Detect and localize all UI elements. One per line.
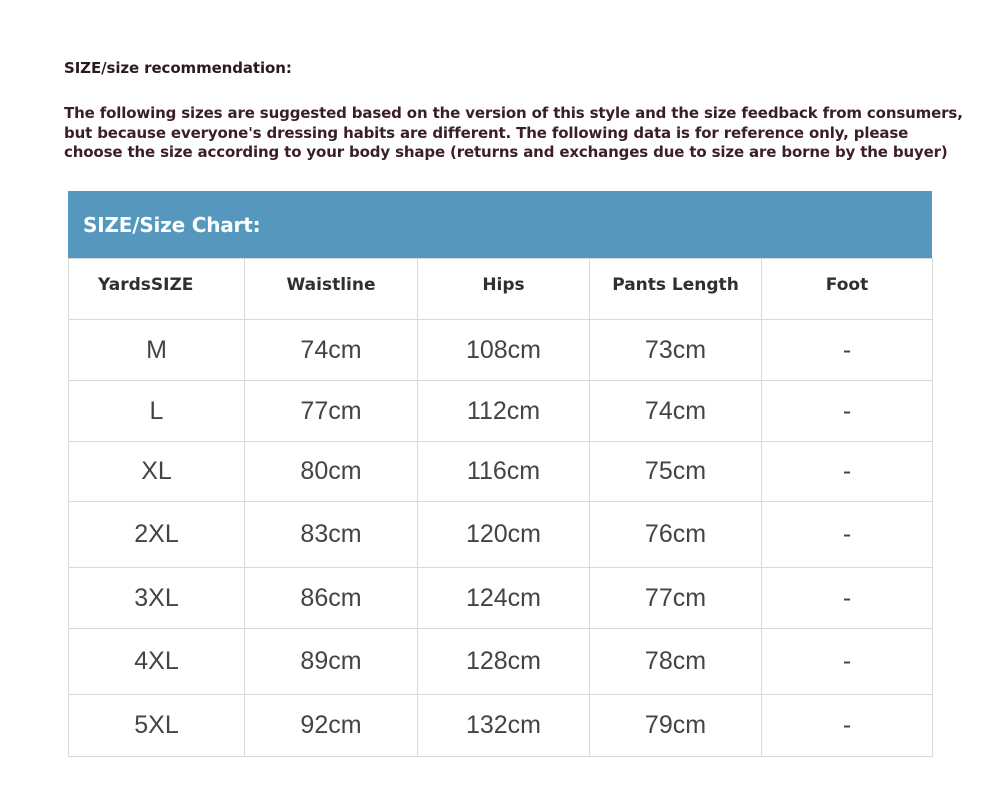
table-row [69, 695, 933, 757]
size-chart-body [69, 320, 933, 757]
waistline-cell: 77cm [245, 381, 418, 442]
size-cell: 3XL [69, 568, 245, 629]
size-chart [68, 191, 932, 757]
foot-cell: - [762, 442, 933, 502]
size-cell: 4XL [69, 629, 245, 695]
pants-length-cell: 75cm [590, 442, 762, 502]
pants-length-cell: 74cm [590, 381, 762, 442]
description-line: The following sizes are suggested based on the version of this style and the size feedback from consumers, [64, 104, 963, 122]
table-row [69, 381, 933, 442]
description-line: but because everyone's dressing habits are different. The following data is for reference only, please [64, 123, 909, 142]
size-recommendation-heading: SIZE/size recommendation: [64, 59, 292, 77]
foot-cell: - [762, 695, 933, 757]
hips-cell: 128cm [418, 629, 590, 695]
table-row [69, 502, 933, 568]
hips-cell: 108cm [418, 320, 590, 381]
waistline-cell: 83cm [245, 502, 418, 568]
size-cell: L [69, 381, 245, 442]
pants-length-cell: 77cm [590, 568, 762, 629]
description-line: choose the size according to your body shape (returns and exchanges due to size are borne by the buyer) [64, 143, 948, 161]
table-row [69, 568, 933, 629]
table-row [69, 320, 933, 381]
size-cell: M [69, 320, 245, 381]
waistline-cell: 80cm [245, 442, 418, 502]
pants-length-cell: 78cm [590, 629, 762, 695]
hips-cell: 132cm [418, 695, 590, 757]
hips-cell: 124cm [418, 568, 590, 629]
size-cell: XL [69, 442, 245, 502]
size-chart-title: SIZE/Size Chart: [68, 191, 932, 258]
size-cell: 5XL [69, 695, 245, 757]
size-recommendation-description [64, 104, 964, 163]
foot-cell: - [762, 502, 933, 568]
pants-length-cell: 76cm [590, 502, 762, 568]
table-row [69, 442, 933, 502]
foot-cell: - [762, 629, 933, 695]
waistline-cell: 86cm [245, 568, 418, 629]
table-header-row [69, 259, 933, 320]
column-header-foot: Foot [762, 259, 933, 320]
size-cell: 2XL [69, 502, 245, 568]
foot-cell: - [762, 320, 933, 381]
column-header-size: YardsSIZE [69, 259, 245, 320]
column-header-pants-length: Pants Length [590, 259, 762, 320]
waistline-cell: 74cm [245, 320, 418, 381]
hips-cell: 116cm [418, 442, 590, 502]
hips-cell: 112cm [418, 381, 590, 442]
hips-cell: 120cm [418, 502, 590, 568]
waistline-cell: 92cm [245, 695, 418, 757]
size-chart-table [68, 258, 933, 757]
column-header-waistline: Waistline [245, 259, 418, 320]
pants-length-cell: 73cm [590, 320, 762, 381]
waistline-cell: 89cm [245, 629, 418, 695]
foot-cell: - [762, 381, 933, 442]
pants-length-cell: 79cm [590, 695, 762, 757]
foot-cell: - [762, 568, 933, 629]
column-header-hips: Hips [418, 259, 590, 320]
table-row [69, 629, 933, 695]
